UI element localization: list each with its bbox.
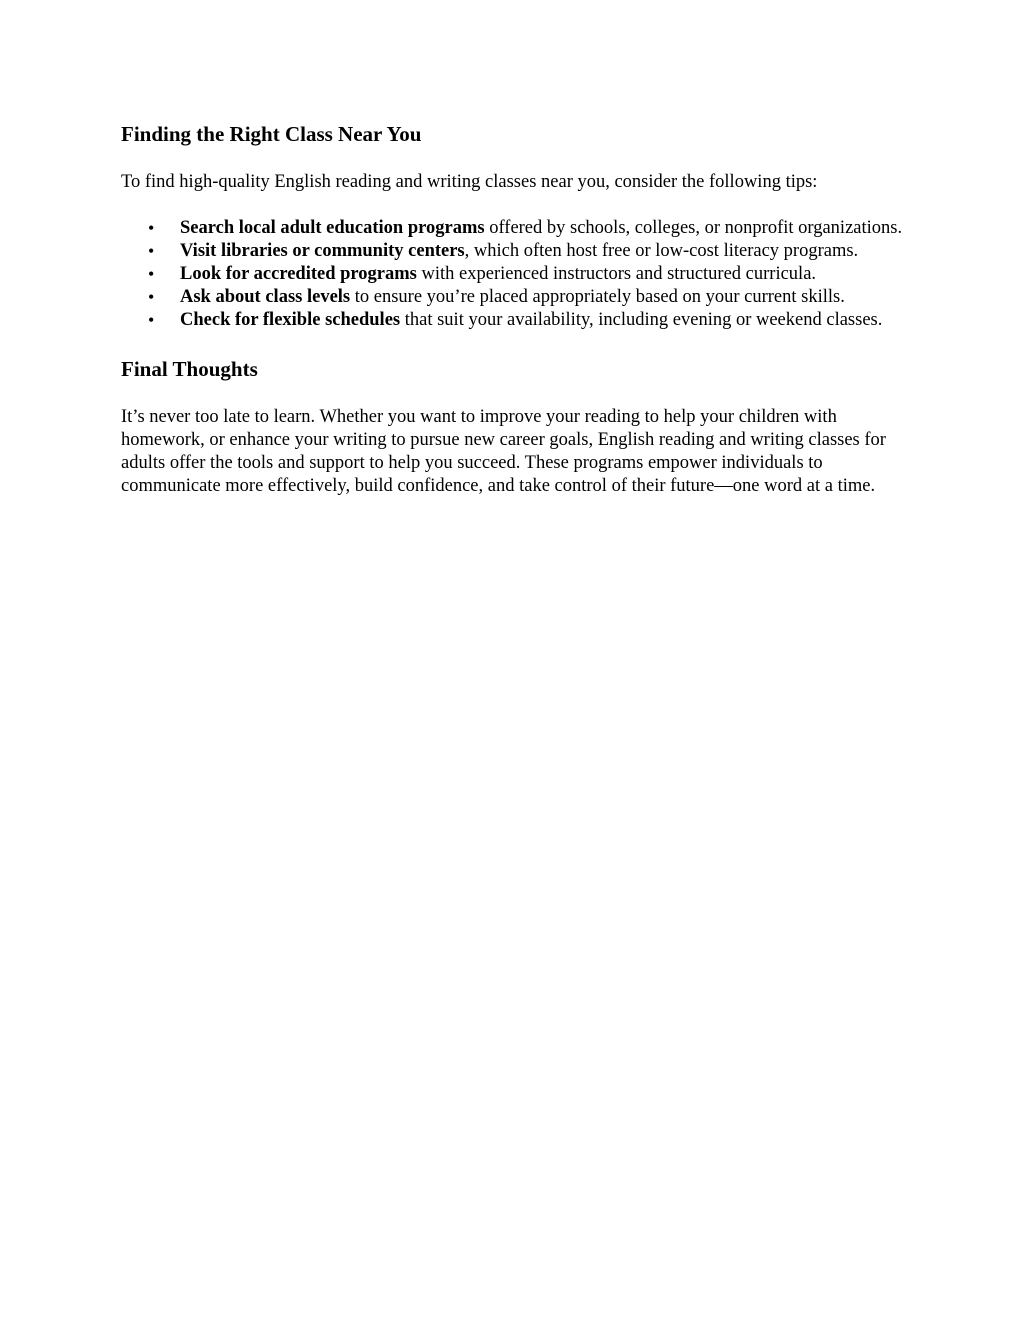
intro-paragraph: To find high-quality English reading and writing classes near you, consider the following tips: xyxy=(121,172,818,192)
list-item xyxy=(121,286,911,309)
bullet-icon: • xyxy=(148,241,155,261)
bullet-icon: • xyxy=(148,287,155,307)
document-page xyxy=(121,121,911,498)
final-thoughts-paragraph: It’s never too late to learn. Whether you want to improve your reading to help your children with homework, or enhance your writing to pursue new career goals, English reading and writing classes for adults offer the tools and support to help you succeed. These programs empower individuals to communicate more effectively, build confidence, and take control of their future—one word at a time. xyxy=(121,407,886,496)
bullet-icon: • xyxy=(148,218,155,238)
tip-text: to ensure you’re placed appropriately based on your current skills. xyxy=(350,287,845,307)
list-item xyxy=(121,263,911,286)
tip-text: that suit your availability, including evening or weekend classes. xyxy=(400,310,883,330)
tip-text: with experienced instructors and structured curricula. xyxy=(416,264,817,284)
tip-title: Check for flexible schedules xyxy=(180,310,401,330)
tip-text: offered by schools, colleges, or nonprofit organizations. xyxy=(484,218,903,238)
list-item xyxy=(121,309,911,332)
tips-list xyxy=(121,217,911,332)
list-item xyxy=(121,240,911,263)
bullet-icon: • xyxy=(148,310,155,330)
tip-title: Search local adult education programs xyxy=(180,218,485,238)
tip-title: Ask about class levels xyxy=(180,287,351,307)
tip-text: , which often host free or low-cost literacy programs. xyxy=(464,241,859,261)
tip-title: Visit libraries or community centers xyxy=(180,241,465,261)
section-heading-final-thoughts: Final Thoughts xyxy=(121,357,258,381)
bullet-icon: • xyxy=(148,264,155,284)
list-item xyxy=(121,217,911,240)
tip-title: Look for accredited programs xyxy=(180,264,417,284)
section-heading-finding-class: Finding the Right Class Near You xyxy=(121,122,422,146)
